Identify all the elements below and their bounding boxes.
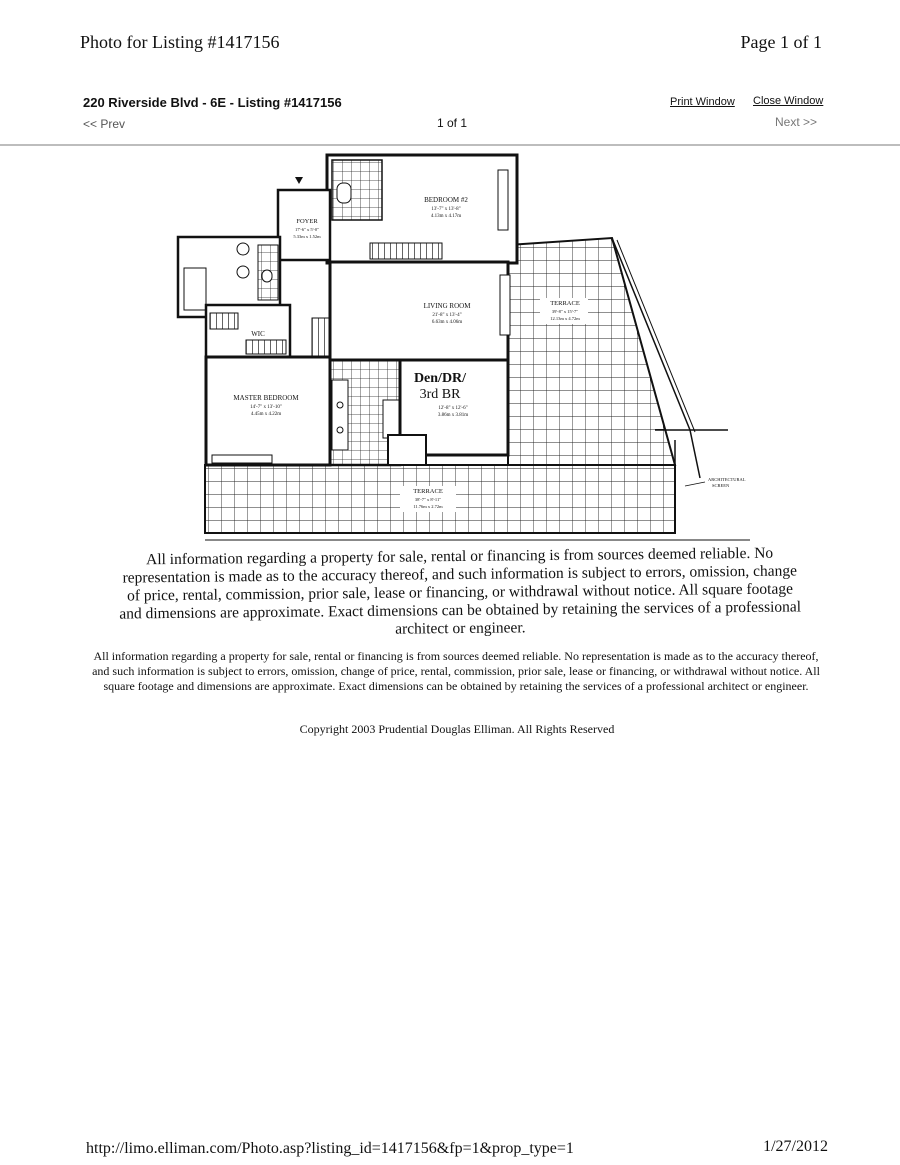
terrace-bottom-metric: 11.76m x 2.72m <box>413 504 443 509</box>
architectural-screen-label <box>685 477 746 488</box>
den-label-line2: 3rd BR <box>419 387 461 402</box>
den-label-line1: Den/DR/ <box>413 371 467 386</box>
living-dims: 21'-8" x 13'-4" <box>432 313 462 318</box>
prev-link[interactable]: << Prev <box>83 117 126 131</box>
living-label: LIVING ROOM <box>423 302 471 310</box>
den-dims: 12'-8" x 12'-6" <box>438 406 468 411</box>
room-den <box>388 360 508 465</box>
bedroom2-metric: 4.13m x 4.17m <box>430 214 462 219</box>
next-link[interactable]: Next >> <box>775 115 818 129</box>
den-metric: 3.86m x 3.81m <box>437 413 469 418</box>
foyer-metric: 5.33m x 1.52m <box>293 234 321 239</box>
terrace-side-labels <box>540 298 588 324</box>
room-master-bedroom <box>206 357 330 465</box>
room-living <box>312 262 510 360</box>
bedroom2-label: BEDROOM #2 <box>424 196 468 204</box>
terrace-side-metric: 12.13m x 4.72m <box>550 316 580 321</box>
master-metric: 4.45m x 4.22m <box>250 412 282 417</box>
photo-counter: 1 of 1 <box>437 116 468 130</box>
listing-title: 220 Riverside Blvd - 6E - Listing #1417156 <box>83 95 342 110</box>
master-label: MASTER BEDROOM <box>233 394 299 402</box>
footer-date: 1/27/2012 <box>763 1138 828 1155</box>
footer-url: http://limo.elliman.com/Photo.asp?listing_id=1417156&fp=1&prop_type=1 <box>86 1140 574 1157</box>
terrace-bottom-dims: 38'-7" x 8'-11" <box>414 497 442 502</box>
disclaimer-large: All information regarding a property for sale, rental or financing is from sources deemed reliable. No representation is made as to the accuracy thereof, and such information is subject to errors, omission, change of price, rental, commission, prior sale, lease or financing, or withdrawal without notice. All square footage and dimensions are approximate. Exact dimensions can be obtained by retaining the services of a professional architect or engineer. <box>119 544 802 638</box>
bedroom2-dims: 13'-7" x 13'-8" <box>431 207 461 212</box>
header-divider <box>0 144 900 146</box>
foyer-dims: 17'-6" x 5'-0" <box>294 227 320 232</box>
close-window-link[interactable]: Close Window <box>753 95 824 107</box>
floor-plan <box>170 150 750 545</box>
disclaimer-small: All information regarding a property for sale, rental or financing is from sources deemed reliable. No representation is made as to the accuracy thereof, and such information is subject to errors, omission, change of price, rental, commission, prior sale, lease or financing, or withdrawal without notice. All square footage and dimensions are approximate. Exact dimensions can be obtained by retaining the services of a professional architect or engineer. <box>92 649 820 693</box>
print-header-title: Photo for Listing #1417156 <box>80 32 280 52</box>
foyer-label: FOYER <box>296 218 318 225</box>
master-dims: 14'-7" x 13'-10" <box>250 405 282 410</box>
living-metric: 6.63m x 4.06m <box>431 320 463 325</box>
terrace-bottom-label: TERRACE <box>413 488 443 495</box>
room-foyer <box>278 177 330 260</box>
room-bedroom-2 <box>327 155 517 263</box>
print-header-page: Page 1 of 1 <box>740 32 822 52</box>
room-wic <box>206 305 290 357</box>
terrace-side-dims: 39'-8" x 15'-7" <box>551 309 579 314</box>
wic-label: WIC <box>251 330 265 338</box>
screen-label-line2: SCREEN <box>712 483 730 488</box>
print-window-link[interactable]: Print Window <box>670 96 735 108</box>
terrace-side-label: TERRACE <box>550 300 580 307</box>
copyright: Copyright 2003 Prudential Douglas Elliman. All Rights Reserved <box>299 722 615 736</box>
screen-label-line1: ARCHITECTURAL <box>708 477 746 482</box>
terrace-bottom-labels <box>400 486 456 512</box>
